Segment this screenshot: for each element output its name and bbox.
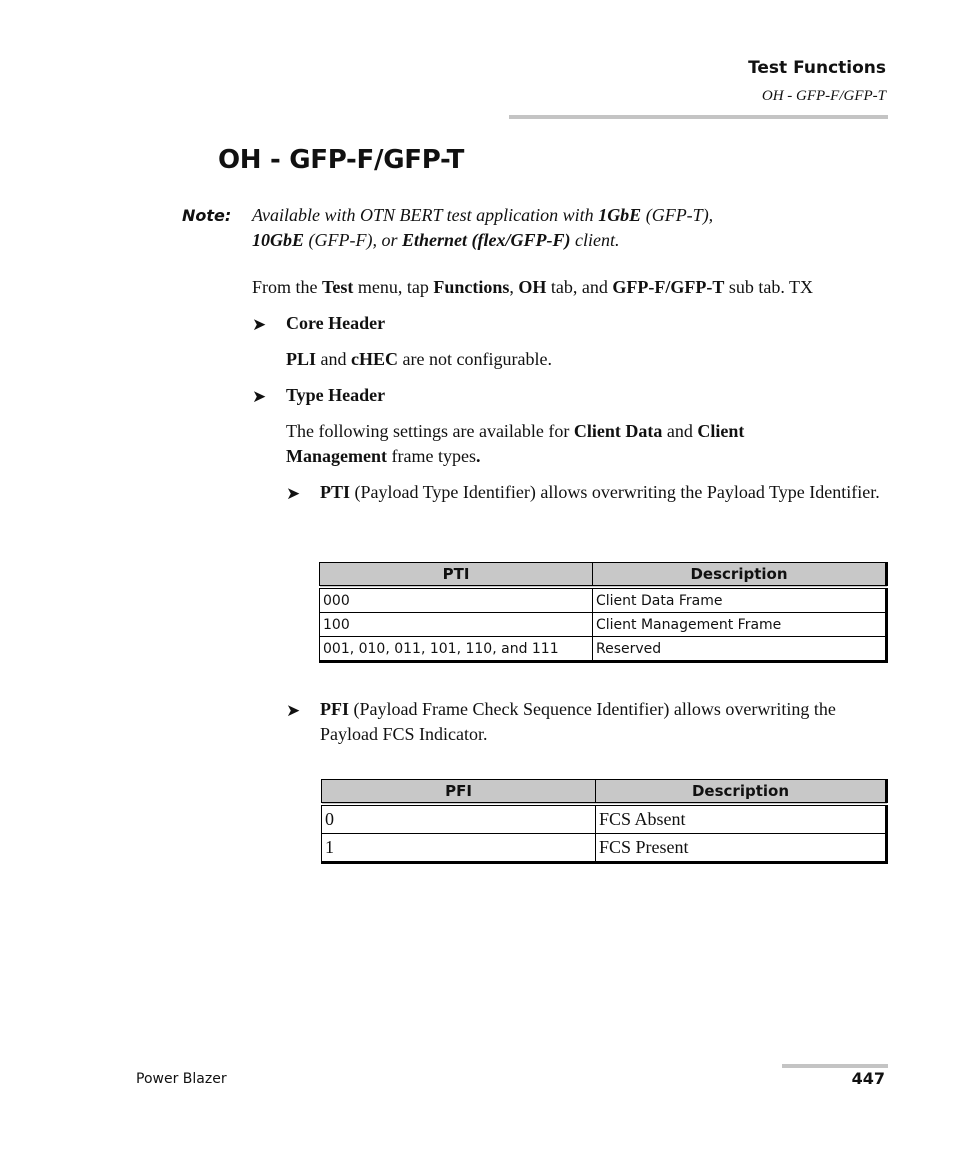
column-header: Description <box>593 563 887 588</box>
bullet-arrow-icon: ➤ <box>286 484 301 503</box>
column-header: Description <box>596 780 887 805</box>
running-header-subtitle: OH - GFP-F/GFP-T <box>761 88 886 104</box>
table-cell: FCS Present <box>596 834 887 863</box>
column-header: PFI <box>322 780 596 805</box>
page-number: 447 <box>851 1069 885 1088</box>
table-cell: 100 <box>320 613 593 637</box>
table-cell: 000 <box>320 587 593 613</box>
bullet-arrow-icon: ➤ <box>286 701 301 720</box>
table-row <box>320 613 887 637</box>
bullet-arrow-icon: ➤ <box>252 315 267 334</box>
header-rule <box>509 115 888 119</box>
table-row <box>320 637 887 662</box>
type-header-text: The following settings are available for Client Data and Client Management frame types. <box>286 421 745 466</box>
table-cell: Reserved <box>593 637 887 662</box>
note-label: Note: <box>182 206 232 225</box>
core-header-title: Core Header <box>286 313 386 333</box>
pfi-text: PFI (Payload Frame Check Sequence Identifier) allows overwriting the Payload FCS Indicator. <box>320 699 836 744</box>
table-cell: FCS Absent <box>596 804 887 834</box>
intro-paragraph: From the Test menu, tap Functions, OH tab, and GFP-F/GFP-T sub tab. TX <box>252 277 814 297</box>
table-row <box>322 834 887 863</box>
table-row <box>320 587 887 613</box>
pti-text: PTI (Payload Type Identifier) allows overwriting the Payload Type Identifier. <box>320 482 880 502</box>
footer-rule <box>782 1064 888 1068</box>
core-header-text: PLI and cHEC are not configurable. <box>286 349 552 369</box>
table-cell: Client Data Frame <box>593 587 887 613</box>
table-cell: 0 <box>322 804 596 834</box>
running-header-title: Test Functions <box>748 58 886 78</box>
table-row <box>322 804 887 834</box>
bullet-arrow-icon: ➤ <box>252 387 267 406</box>
table-header-row <box>322 780 887 805</box>
type-header-title: Type Header <box>286 385 386 405</box>
page-title: OH - GFP-F/GFP-T <box>218 145 465 175</box>
table-cell: 001, 010, 011, 101, 110, and 111 <box>320 637 593 662</box>
footer-product-name: Power Blazer <box>136 1071 227 1087</box>
pfi-table <box>321 779 888 864</box>
table-cell: 1 <box>322 834 596 863</box>
table-header-row <box>320 563 887 588</box>
note-text: Available with OTN BERT test application with 1GbE (GFP-T), 10GbE (GFP-F), or Ethernet (flex/GFP-F) client. <box>252 205 714 250</box>
column-header: PTI <box>320 563 593 588</box>
table-cell: Client Management Frame <box>593 613 887 637</box>
pti-table <box>319 562 888 663</box>
